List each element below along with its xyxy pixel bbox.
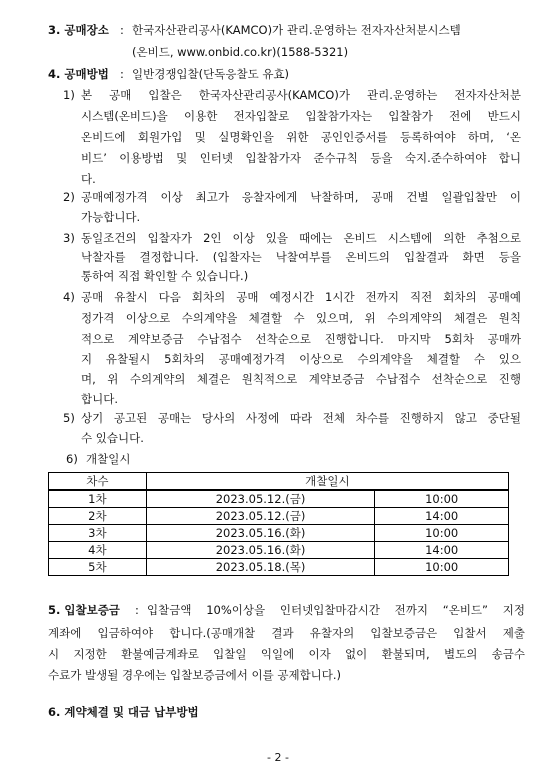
section-5-line: 수료가 발생될 경우에는 입찰보증금에서 이를 공제합니다.) [48, 668, 342, 682]
item-2-line: 공매예정가격 이상 최고가 응찰자에게 낙찰하며, 공매 건별 일괄입찰만 이 [81, 190, 521, 204]
item-4-line: 며, 위 수의계약의 체결은 원칙적으로 계약보증금 수납접수 선착순으로 진행 [81, 372, 521, 386]
table-row [49, 525, 509, 542]
header-opening-datetime: 개찰일시 [146, 473, 508, 491]
table-row [49, 508, 509, 525]
item-5-number: 5) [63, 411, 75, 425]
section-3-line-1: 한국자산관리공사(KAMCO)가 관리.운영하는 전자자산처분시스템 [132, 23, 461, 37]
item-4-number: 4) [63, 290, 75, 304]
bid-opening-schedule-table [48, 472, 509, 576]
item-6-label: 개찰일시 [86, 452, 131, 466]
item-1-line: 비드’ 이용방법 및 인터넷 입찰참가자 준수규칙 등을 숙지.준수하여야 합니 [81, 151, 521, 165]
cell-time: 10:00 [375, 490, 509, 508]
cell-date: 2023.05.18.(목) [146, 559, 375, 576]
item-3-line: 통하여 직접 확인할 수 있습니다.) [81, 269, 249, 283]
item-2-number: 2) [63, 190, 75, 204]
item-3-line: 동일조건의 입찰자가 2인 이상 있을 때에는 온비드 시스템에 의한 추첨으로 [81, 231, 521, 245]
cell-round: 3차 [49, 525, 147, 542]
cell-time: 10:00 [375, 559, 509, 576]
cell-round: 4차 [49, 542, 147, 559]
cell-round: 1차 [49, 490, 147, 508]
cell-date: 2023.05.12.(금) [146, 490, 375, 508]
cell-time: 10:00 [375, 525, 509, 542]
section-5-line: 계좌에 입금하여야 합니다.(공매개찰 결과 유찰자의 입찰보증금은 입찰서 제출 [48, 626, 525, 640]
table-row [49, 542, 509, 559]
item-5-line: 수 있습니다. [81, 431, 144, 445]
table-header-row [49, 473, 509, 491]
item-1-line: 시스템(온비드)을 이용한 전자입찰로 입찰참가자는 입찰참가 전에 반드시 [81, 109, 521, 123]
section-4-summary: 일반경쟁입찰(단독응찰도 유효) [132, 67, 290, 81]
cell-round: 2차 [49, 508, 147, 525]
page-number: - 2 - [267, 751, 289, 764]
cell-time: 14:00 [375, 542, 509, 559]
item-5-line: 상기 공고된 공매는 당사의 사정에 따라 전체 차수를 진행하지 않고 중단될 [81, 411, 521, 425]
section-4-colon: : [120, 67, 124, 81]
table-row [49, 490, 509, 508]
section-4-heading: 4. 공매방법 [48, 67, 109, 81]
item-4-line: 공매 유찰시 다음 회차의 공매 예정시간 1시간 전까지 직전 회차의 공매예 [81, 290, 521, 304]
item-3-number: 3) [63, 231, 75, 245]
item-2-line: 가능합니다. [81, 210, 141, 224]
section-6-heading: 6. 계약체결 및 대금 납부방법 [48, 705, 199, 719]
section-5-heading: 5. 입찰보증금 [48, 603, 120, 617]
item-1-line: 본 공매 입찰은 한국자산관리공사(KAMCO)가 관리.운영하는 전자자산처분 [81, 88, 521, 102]
item-1-number: 1) [63, 88, 75, 102]
cell-date: 2023.05.16.(화) [146, 525, 375, 542]
section-3-line-2: (온비드, www.onbid.co.kr)(1588-5321) [132, 45, 349, 59]
item-3-line: 낙찰자를 결정합니다. (입찰자는 낙찰여부를 온비드의 입찰결과 화면 등을 [81, 250, 521, 264]
header-round: 차수 [49, 473, 147, 491]
item-6-number: 6) [66, 452, 78, 466]
section-5-colon: : [135, 603, 139, 617]
section-3-colon: : [120, 23, 124, 37]
item-4-line: 적으로 계약보증금 수납접수 선착순으로 진행합니다. 마지막 5회차 공매까 [81, 332, 521, 346]
item-4-line: 정가격 이상으로 수의계약을 체결할 수 있으며, 위 수의계약의 체결은 원칙 [81, 311, 521, 325]
cell-round: 5차 [49, 559, 147, 576]
cell-date: 2023.05.16.(화) [146, 542, 375, 559]
item-4-line: 지 유찰될시 5회차의 공매예정가격 이상으로 수의계약을 체결할 수 있으 [81, 352, 521, 366]
cell-date: 2023.05.12.(금) [146, 508, 375, 525]
table-row [49, 559, 509, 576]
section-3-heading: 3. 공매장소 [48, 23, 109, 37]
section-5-line: 입찰금액 10%이상을 인터넷입찰마감시간 전까지 “온비드” 지정 [147, 603, 525, 617]
item-1-line: 다. [81, 172, 96, 186]
item-4-line: 합니다. [81, 392, 118, 406]
item-1-line: 온비드에 회원가입 및 실명확인을 위한 공인인증서를 등록하여야 하며, ‘온 [81, 130, 521, 144]
section-5-line: 시 지정한 환불예금계좌로 입찰일 익일에 이자 없이 환불되며, 별도의 송금수 [48, 647, 525, 661]
cell-time: 14:00 [375, 508, 509, 525]
